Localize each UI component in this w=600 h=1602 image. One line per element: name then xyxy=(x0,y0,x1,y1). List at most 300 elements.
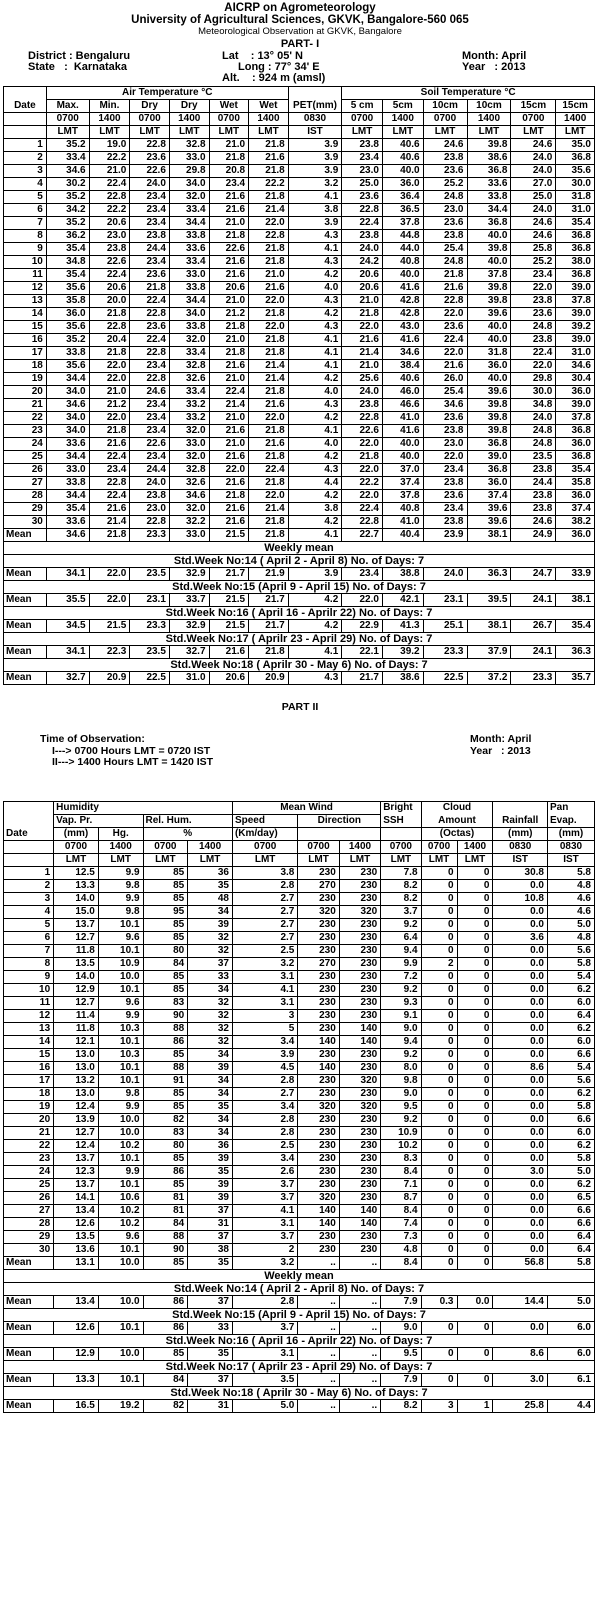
mean-value: 13.4 xyxy=(54,1296,99,1309)
value-cell: 21.2 xyxy=(89,399,130,412)
value-cell: 6.2 xyxy=(547,1088,594,1101)
unit-cell: LMT xyxy=(209,126,249,139)
value-cell: 34.0 xyxy=(46,386,89,399)
value-cell: 33.4 xyxy=(46,152,89,165)
value-cell: 22.0 xyxy=(342,321,383,334)
time-cell: 1400 xyxy=(467,113,511,126)
value-cell: 21.8 xyxy=(249,334,289,347)
unit-row xyxy=(4,126,595,139)
value-cell: 22.8 xyxy=(249,230,289,243)
value-cell: 32 xyxy=(188,932,233,945)
value-cell: 5.6 xyxy=(547,945,594,958)
value-cell: 38.6 xyxy=(467,152,511,165)
value-cell: 0 xyxy=(457,1010,493,1023)
value-cell: 40.0 xyxy=(467,334,511,347)
mean-value: 26.7 xyxy=(511,620,556,633)
value-cell: 13.0 xyxy=(54,1088,99,1101)
value-cell: 12.7 xyxy=(54,997,99,1010)
weekly-title-row xyxy=(4,542,595,555)
value-cell: 37.4 xyxy=(382,477,423,490)
value-cell: 32.2 xyxy=(169,516,209,529)
value-cell: 4.4 xyxy=(288,477,342,490)
group-header-row xyxy=(4,87,595,100)
value-cell: 7.4 xyxy=(381,1218,421,1231)
unit-cell: LMT xyxy=(421,854,457,867)
value-cell: 6.4 xyxy=(547,1244,594,1257)
value-cell: 0 xyxy=(421,1062,457,1075)
value-cell: 230 xyxy=(298,1088,339,1101)
table-row xyxy=(4,386,595,399)
mean-value: 38.6 xyxy=(382,672,423,685)
value-cell: 230 xyxy=(298,1127,339,1140)
value-cell: 14.1 xyxy=(54,1192,99,1205)
mean-value: 0 xyxy=(421,1348,457,1361)
mean-value: 5.8 xyxy=(547,1257,594,1270)
value-cell: 40.0 xyxy=(467,230,511,243)
value-cell: 4.2 xyxy=(288,308,342,321)
mean-value: .. xyxy=(339,1257,380,1270)
table-row xyxy=(4,412,595,425)
week-title-row xyxy=(4,1361,595,1374)
value-cell: 25.0 xyxy=(511,191,556,204)
table-row xyxy=(4,165,595,178)
value-cell: 230 xyxy=(339,1231,380,1244)
group-blank xyxy=(4,87,47,100)
mean-value: 21.8 xyxy=(249,646,289,659)
mean-value: 20.6 xyxy=(209,672,249,685)
value-cell: 22.8 xyxy=(130,139,170,152)
week-title: Std.Week No:15 (April 9 - April 15) No. of Days: 7 xyxy=(4,581,595,594)
value-cell: 37.8 xyxy=(467,269,511,282)
value-cell: 39.8 xyxy=(467,412,511,425)
value-cell: 20.8 xyxy=(209,165,249,178)
value-cell: 0.0 xyxy=(493,1023,548,1036)
value-cell: 0.0 xyxy=(493,1010,548,1023)
value-cell: 22.4 xyxy=(89,178,130,191)
value-cell: 40.0 xyxy=(467,321,511,334)
value-cell: 21.8 xyxy=(89,347,130,360)
date-cell: 27 xyxy=(4,1205,54,1218)
value-cell: 35.6 xyxy=(46,321,89,334)
mean-value: 4.1 xyxy=(288,646,342,659)
table-row xyxy=(4,334,595,347)
mean-value: 42.1 xyxy=(382,594,423,607)
value-cell: 21.8 xyxy=(209,347,249,360)
value-cell: 21.6 xyxy=(249,282,289,295)
mean-label: Mean xyxy=(4,568,47,581)
value-cell: 25.6 xyxy=(342,373,383,386)
table-row xyxy=(4,932,595,945)
value-cell: 34.0 xyxy=(46,425,89,438)
value-cell: 36.0 xyxy=(46,308,89,321)
value-cell: 10.0 xyxy=(98,1127,143,1140)
unit-cell: LMT xyxy=(46,126,89,139)
date-cell: 18 xyxy=(4,1088,54,1101)
value-cell: 37.8 xyxy=(556,412,595,425)
week-mean-row xyxy=(4,1296,595,1309)
value-cell: 13.9 xyxy=(54,1114,99,1127)
value-cell: 140 xyxy=(298,1036,339,1049)
mean-value: 10.0 xyxy=(98,1257,143,1270)
date-cell: 17 xyxy=(4,1075,54,1088)
value-cell: 21.6 xyxy=(209,360,249,373)
value-cell: 230 xyxy=(298,932,339,945)
table-row xyxy=(4,893,595,906)
value-cell: 21.6 xyxy=(89,438,130,451)
value-cell: 39.0 xyxy=(467,451,511,464)
mean-value: 38.1 xyxy=(467,529,511,542)
value-cell: 21.8 xyxy=(209,321,249,334)
mean-value: 21.7 xyxy=(342,672,383,685)
value-cell: 230 xyxy=(339,919,380,932)
date-cell: 23 xyxy=(4,425,47,438)
value-cell: 37.4 xyxy=(467,490,511,503)
value-cell: 24.6 xyxy=(511,217,556,230)
value-cell: 21.8 xyxy=(249,308,289,321)
value-cell: 21.8 xyxy=(249,425,289,438)
value-cell: 33.0 xyxy=(46,464,89,477)
date-cell: 28 xyxy=(4,490,47,503)
value-cell: 0 xyxy=(457,880,493,893)
mean-value: 23.4 xyxy=(342,568,383,581)
value-cell: 230 xyxy=(339,867,380,880)
time-cell: 1400 xyxy=(249,113,289,126)
mean-value: 23.5 xyxy=(130,568,170,581)
value-cell: 21.8 xyxy=(249,243,289,256)
date-cell: 25 xyxy=(4,451,47,464)
value-cell: 40.8 xyxy=(382,256,423,269)
value-cell: 84 xyxy=(143,1218,188,1231)
value-cell: 33.0 xyxy=(169,438,209,451)
mean-value: 0 xyxy=(457,1257,493,1270)
value-cell: 24.0 xyxy=(511,204,556,217)
value-cell: 32 xyxy=(188,945,233,958)
value-cell: 21.8 xyxy=(423,269,467,282)
value-cell: 8.7 xyxy=(381,1192,421,1205)
table-row xyxy=(4,1166,595,1179)
date-cell: 30 xyxy=(4,1244,54,1257)
value-cell: 0 xyxy=(421,1153,457,1166)
value-cell: 23.4 xyxy=(130,399,170,412)
value-cell: 9.9 xyxy=(98,1010,143,1023)
value-cell: 33.8 xyxy=(46,347,89,360)
value-cell: 4.1 xyxy=(288,191,342,204)
date-cell: 27 xyxy=(4,477,47,490)
value-cell: 6.4 xyxy=(547,1010,594,1023)
value-cell: 0 xyxy=(421,1205,457,1218)
value-cell: 35.4 xyxy=(46,243,89,256)
mean-value: 38.8 xyxy=(382,568,423,581)
date-cell: 26 xyxy=(4,464,47,477)
table-row xyxy=(4,1036,595,1049)
value-cell: 41.6 xyxy=(382,282,423,295)
table-row xyxy=(4,217,595,230)
mean-value: 23.9 xyxy=(423,529,467,542)
time-cell: 0700 xyxy=(381,841,421,854)
value-cell: 0 xyxy=(421,997,457,1010)
value-cell: 0 xyxy=(457,1101,493,1114)
table-row xyxy=(4,295,595,308)
value-cell: 230 xyxy=(339,1127,380,1140)
value-cell: 0 xyxy=(421,919,457,932)
mean-value: 23.3 xyxy=(130,529,170,542)
value-cell: 23.6 xyxy=(423,217,467,230)
mean-value: 0 xyxy=(457,1348,493,1361)
mean-value: 35.7 xyxy=(556,672,595,685)
table-row xyxy=(4,1010,595,1023)
mean-value: 8.2 xyxy=(381,1400,421,1413)
value-cell: 39.6 xyxy=(467,308,511,321)
value-cell: 10.1 xyxy=(98,1062,143,1075)
table-row xyxy=(4,399,595,412)
value-cell: 0 xyxy=(457,1153,493,1166)
value-cell: 23.8 xyxy=(130,490,170,503)
value-cell: 4.2 xyxy=(288,373,342,386)
value-cell: 13.7 xyxy=(54,919,99,932)
value-cell: 22.8 xyxy=(130,373,170,386)
week-title: Std.Week No:14 ( April 2 - April 8) No. of Days: 7 xyxy=(4,1283,595,1296)
table-row xyxy=(4,997,595,1010)
value-cell: 23.6 xyxy=(423,490,467,503)
mean-value: 22.5 xyxy=(130,672,170,685)
value-cell: 22.6 xyxy=(89,256,130,269)
value-cell: 39.6 xyxy=(467,503,511,516)
value-cell: 83 xyxy=(143,997,188,1010)
value-cell: 21.0 xyxy=(209,438,249,451)
value-cell: 39.6 xyxy=(467,516,511,529)
time-cell: 0700 xyxy=(232,841,297,854)
value-cell: 21.6 xyxy=(209,503,249,516)
value-cell: 4.0 xyxy=(288,282,342,295)
mean-value: .. xyxy=(298,1400,339,1413)
value-cell: 24.8 xyxy=(423,256,467,269)
date-cell: 29 xyxy=(4,1231,54,1244)
value-cell: 0 xyxy=(457,945,493,958)
value-cell: 22.8 xyxy=(89,191,130,204)
time-cell: 1400 xyxy=(457,841,493,854)
value-cell: 23.4 xyxy=(209,178,249,191)
unit-cell: LMT xyxy=(143,854,188,867)
value-cell: 12.4 xyxy=(54,1140,99,1153)
value-cell: 6.4 xyxy=(547,1231,594,1244)
value-cell: 21.6 xyxy=(423,282,467,295)
value-cell: 10.1 xyxy=(98,1036,143,1049)
value-cell: 13.4 xyxy=(54,1205,99,1218)
value-cell: 22.6 xyxy=(209,243,249,256)
time-cell: 0700 xyxy=(298,841,339,854)
value-cell: 85 xyxy=(143,1179,188,1192)
value-cell: 140 xyxy=(298,1218,339,1231)
value-cell: 85 xyxy=(143,1088,188,1101)
time-cell: 1400 xyxy=(169,113,209,126)
h3-date: Date xyxy=(4,828,54,841)
value-cell: 35 xyxy=(188,1101,233,1114)
value-cell: 23.0 xyxy=(130,503,170,516)
value-cell: 25.2 xyxy=(511,256,556,269)
h3-mm: (mm) xyxy=(54,828,99,841)
value-cell: 0.0 xyxy=(493,984,548,997)
date-cell: 19 xyxy=(4,373,47,386)
value-cell: 320 xyxy=(298,1192,339,1205)
week-title-row xyxy=(4,1309,595,1322)
value-cell: 3.8 xyxy=(288,503,342,516)
time-cell: 0700 xyxy=(46,113,89,126)
obs-line1: I---> 0700 Hours LMT = 0720 IST xyxy=(52,745,211,757)
value-cell: 21.0 xyxy=(342,360,383,373)
value-cell: 4.1 xyxy=(288,243,342,256)
table-row xyxy=(4,1049,595,1062)
value-cell: 36.8 xyxy=(467,165,511,178)
value-cell: 24.6 xyxy=(130,386,170,399)
value-cell: 21.6 xyxy=(423,360,467,373)
value-cell: 39.0 xyxy=(556,399,595,412)
value-cell: 230 xyxy=(339,984,380,997)
value-cell: 35.2 xyxy=(46,334,89,347)
value-cell: 33.6 xyxy=(169,243,209,256)
mean-value: 21.6 xyxy=(209,646,249,659)
value-cell: 33.8 xyxy=(467,191,511,204)
value-cell: 3.6 xyxy=(493,932,548,945)
value-cell: 21.8 xyxy=(89,425,130,438)
value-cell: 21.8 xyxy=(130,282,170,295)
value-cell: 35.4 xyxy=(556,217,595,230)
value-cell: 12.7 xyxy=(54,932,99,945)
time-cell: 1400 xyxy=(382,113,423,126)
week-title: Std.Week No:15 (April 9 - April 15) No. of Days: 7 xyxy=(4,1309,595,1322)
value-cell: 5.8 xyxy=(547,1101,594,1114)
table-row xyxy=(4,503,595,516)
month: Month: April xyxy=(462,50,527,62)
week-title: Std.Week No:17 ( Aprilr 23 - April 29) No. of Days: 7 xyxy=(4,1361,595,1374)
value-cell: 9.9 xyxy=(98,1166,143,1179)
week-title: Std.Week No:18 ( Aprilr 30 - May 6) No. of Days: 7 xyxy=(4,1387,595,1400)
table-row xyxy=(4,1244,595,1257)
value-cell: 38 xyxy=(188,1244,233,1257)
report-header xyxy=(0,2,600,50)
week-title: Std.Week No:14 ( April 2 - April 8) No. of Days: 7 xyxy=(4,555,595,568)
value-cell: 4.0 xyxy=(288,386,342,399)
value-cell: 9.9 xyxy=(98,867,143,880)
value-cell: 44.8 xyxy=(382,230,423,243)
mean-value: 85 xyxy=(143,1348,188,1361)
h1-humidity: Humidity xyxy=(54,802,233,815)
value-cell: 6.2 xyxy=(547,1179,594,1192)
value-cell: 0 xyxy=(457,1062,493,1075)
value-cell: 0 xyxy=(457,1114,493,1127)
value-cell: 4.1 xyxy=(232,984,297,997)
value-cell: 23.8 xyxy=(342,230,383,243)
h2-blank xyxy=(4,815,54,828)
mean-value: .. xyxy=(339,1348,380,1361)
table-row xyxy=(4,1231,595,1244)
mean-value: 21.5 xyxy=(209,594,249,607)
value-cell: 0.0 xyxy=(493,1218,548,1231)
value-cell: 5.4 xyxy=(547,1062,594,1075)
table-row xyxy=(4,1062,595,1075)
value-cell: 6.0 xyxy=(547,1036,594,1049)
value-cell: 85 xyxy=(143,893,188,906)
value-cell: 34 xyxy=(188,1127,233,1140)
mean-label: Mean xyxy=(4,529,47,542)
date-cell: 24 xyxy=(4,1166,54,1179)
h3-dir-blank xyxy=(298,828,381,841)
value-cell: 3.1 xyxy=(232,997,297,1010)
date-cell: 4 xyxy=(4,906,54,919)
value-cell: 20.6 xyxy=(89,282,130,295)
value-cell: 31.0 xyxy=(556,347,595,360)
value-cell: 34.6 xyxy=(46,165,89,178)
date-cell: 8 xyxy=(4,230,47,243)
value-cell: 25.2 xyxy=(423,178,467,191)
value-cell: 29.8 xyxy=(169,165,209,178)
mean-value: 33.9 xyxy=(556,568,595,581)
value-cell: 3.4 xyxy=(232,1101,297,1114)
value-cell: 9.2 xyxy=(381,1114,421,1127)
value-cell: 30.0 xyxy=(556,178,595,191)
week-title-row xyxy=(4,633,595,646)
table-row xyxy=(4,191,595,204)
unit-cell: LMT xyxy=(339,854,380,867)
time-cell: 0700 xyxy=(209,113,249,126)
value-cell: 40.0 xyxy=(382,269,423,282)
value-cell: 34.8 xyxy=(46,256,89,269)
value-cell: 23.8 xyxy=(511,295,556,308)
value-cell: 33.2 xyxy=(169,412,209,425)
value-cell: 35.4 xyxy=(46,269,89,282)
table-row xyxy=(4,321,595,334)
week-mean-row xyxy=(4,568,595,581)
week-title-row xyxy=(4,607,595,620)
value-cell: 33 xyxy=(188,971,233,984)
col-header: Dry xyxy=(130,100,170,113)
value-cell: 4.3 xyxy=(288,295,342,308)
mean-value: 86 xyxy=(143,1296,188,1309)
value-cell: 32 xyxy=(188,1036,233,1049)
date-cell: 15 xyxy=(4,321,47,334)
value-cell: 8.4 xyxy=(381,1166,421,1179)
value-cell: 24.0 xyxy=(130,477,170,490)
value-cell: 36.0 xyxy=(556,438,595,451)
value-cell: 3.4 xyxy=(232,1153,297,1166)
mean-value: 32.9 xyxy=(169,620,209,633)
unit-cell: LMT xyxy=(511,126,556,139)
time-cell: 0700 xyxy=(423,113,467,126)
value-cell: 24.0 xyxy=(342,386,383,399)
value-cell: 12.5 xyxy=(54,867,99,880)
value-cell: 14.0 xyxy=(54,971,99,984)
value-cell: 85 xyxy=(143,880,188,893)
value-cell: 230 xyxy=(298,919,339,932)
value-cell: 3.9 xyxy=(288,217,342,230)
value-cell: 0 xyxy=(457,1244,493,1257)
date-cell: 21 xyxy=(4,399,47,412)
week-title-row xyxy=(4,555,595,568)
value-cell: 23.8 xyxy=(511,464,556,477)
value-cell: 0 xyxy=(421,945,457,958)
mean-value: 84 xyxy=(143,1374,188,1387)
unit-cell: LMT xyxy=(169,126,209,139)
header-line1: AICRP on Agrometeorology xyxy=(224,2,376,14)
value-cell: 0.0 xyxy=(493,1244,548,1257)
date-cell: 4 xyxy=(4,178,47,191)
value-cell: 10.2 xyxy=(98,1218,143,1231)
value-cell: 41.6 xyxy=(382,334,423,347)
mean-value: 12.6 xyxy=(54,1322,99,1335)
value-cell: 24.6 xyxy=(511,230,556,243)
value-cell: 90 xyxy=(143,1244,188,1257)
value-cell: 5 xyxy=(232,1023,297,1036)
mean-value: 21.5 xyxy=(209,620,249,633)
